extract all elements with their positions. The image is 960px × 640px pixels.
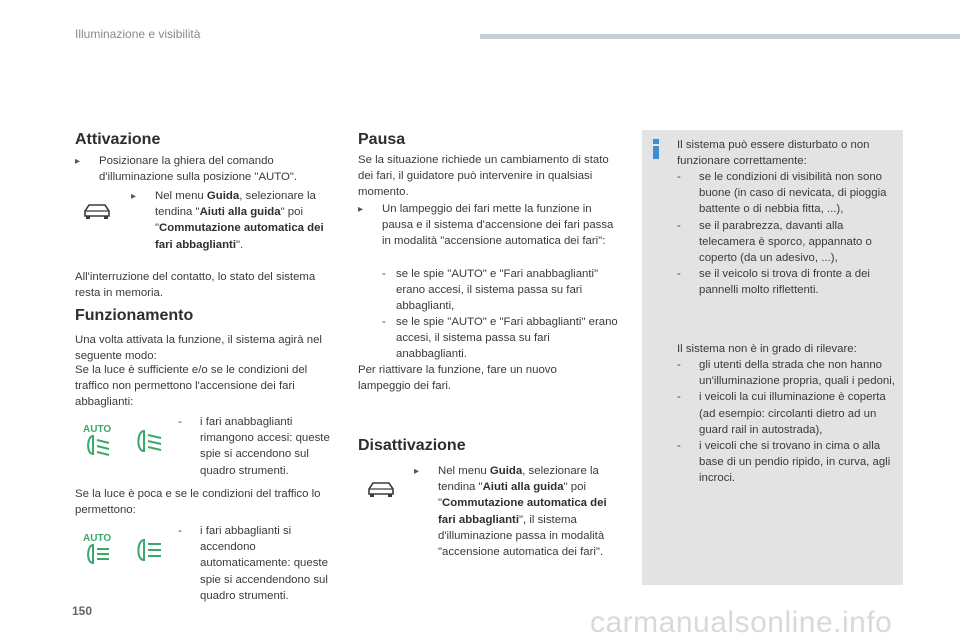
- info-list2-item: - i veicoli che si trovano in cima o alla base di un pendio ripido, in curva, agli incroci.: [677, 440, 891, 485]
- case2-item: - i fari abbaglianti si accendono automaticamente: queste spie si accendendono sul quadro strumenti.: [178, 523, 338, 604]
- high-beam-icon: [132, 537, 166, 563]
- car-menu-icon: [82, 200, 112, 222]
- pausa-sub2-text: se le spie "AUTO" e "Fari abbaglianti" erano accesi, il sistema passa su fari anabbaglianti.: [396, 316, 618, 361]
- arrow-icon: ▸: [75, 156, 81, 167]
- case1-item: - i fari anabbaglianti rimangono accesi: queste spie si accendono sul quadro strumenti.: [178, 414, 338, 479]
- info-list2: [677, 357, 899, 487]
- high-beam-auto-icon: [83, 543, 117, 565]
- watermark: carmanualsonline.info: [590, 606, 893, 639]
- car-menu-icon-2: [366, 478, 396, 500]
- funzionamento-case2: Se la luce è poca e se le condizioni del traffico lo permettono:: [75, 488, 321, 517]
- info-list2-item: - i veicoli la cui illuminazione è coperta (ad esempio: circolanti dietro ad un guard rail in autostrada),: [677, 391, 886, 436]
- case1-item-text: i fari anabbaglianti rimangono accesi: queste spie si accendono sul quadro strumenti.: [200, 416, 330, 477]
- disattivazione-title: Disattivazione: [358, 437, 466, 454]
- info-list1-item: - se il parabrezza, davanti alla telecamera è sporco, appannato o coperto (da un adesivo, ...),: [677, 219, 872, 265]
- info-list2-item: - gli utenti della strada che non hanno un'illuminazione propria, quali i pedoni,: [677, 359, 895, 388]
- attivazione-bullet: [75, 153, 325, 185]
- low-beam-auto-icon: [83, 434, 117, 456]
- pausa-outro: Per riattivare la funzione, fare un nuovo lampeggio dei fari.: [358, 364, 557, 393]
- header-bar: [480, 34, 960, 39]
- case2-item-text: i fari abbaglianti si accendono automaticamente: queste spie si accendendono sul quadro strumenti.: [200, 525, 328, 602]
- arrow-icon: ▸: [358, 204, 364, 215]
- pausa-bullet-text: Un lampeggio dei fari mette la funzione in pausa e il sistema d'accensione dei fari passa in modalità "accensione automatica dei fari":: [382, 203, 614, 248]
- info-list1-item: - se il veicolo si trova di fronte a dei pannelli molto riflettenti.: [677, 268, 870, 297]
- arrow-icon: ▸: [131, 191, 137, 202]
- funzionamento-intro: Una volta attivata la funzione, il sistema agirà nel seguente modo:: [75, 334, 322, 363]
- auto-indicator-label-2: AUTO: [83, 533, 112, 544]
- attivazione-menu: [131, 188, 331, 253]
- attivazione-bullet-text: Posizionare la ghiera del comando d'illuminazione sulla posizione "AUTO".: [99, 155, 298, 184]
- funzionamento-title: Funzionamento: [75, 307, 194, 324]
- info-list1: [677, 169, 899, 299]
- arrow-icon: ▸: [414, 466, 420, 477]
- info-icon: [649, 139, 663, 159]
- pausa-sub1-text: se le spie "AUTO" e "Fari anabbaglianti" erano accesi, il sistema passa su fari abbaglianti,: [396, 268, 599, 313]
- page-number: 150: [72, 604, 93, 618]
- attivazione-menu-text: Nel menu Guida, selezionare la tendina "Aiuti alla guida" poi "Commutazione automatica dei fari abbaglianti".: [155, 190, 324, 251]
- info-list1-item: - se le condizioni di visibilità non sono buone (in caso di nevicata, di pioggia battente o di nebbia fitta, ...),: [677, 171, 887, 216]
- pausa-sub1: - se le spie "AUTO" e "Fari anabbaglianti" erano accesi, il sistema passa su fari abbaglianti,: [382, 266, 622, 315]
- pausa-title: Pausa: [358, 131, 406, 148]
- disattivazione-menu: [414, 463, 624, 560]
- auto-indicator-label: AUTO: [83, 424, 112, 435]
- info-para1: Il sistema può essere disturbato o non funzionare correttamente:: [677, 139, 870, 168]
- info-para2: Il sistema non è in grado di rilevare:: [677, 343, 857, 355]
- attivazione-note: All'interruzione del contatto, lo stato del sistema resta in memoria.: [75, 271, 316, 300]
- low-beam-icon: [132, 428, 166, 454]
- disattivazione-menu-text: Nel menu Guida, selezionare la tendina "Aiuti alla guida" poi "Commutazione automatica dei fari abbaglianti", il sistema d'illuminazione passa in modalità "accensione automatica dei fari".: [438, 465, 607, 559]
- attivazione-title: Attivazione: [75, 131, 161, 148]
- pausa-bullet: [358, 201, 623, 250]
- section-header: Illuminazione e visibilità: [75, 27, 201, 41]
- pausa-intro: Se la situazione richiede un cambiamento di stato dei fari, il guidatore può intervenire in qualsiasi momento.: [358, 154, 609, 199]
- pausa-sub2: - se le spie "AUTO" e "Fari abbaglianti" erano accesi, il sistema passa su fari anabbaglianti.: [382, 314, 622, 363]
- funzionamento-case1: Se la luce è sufficiente e/o se le condizioni del traffico non permettono l'accensione dei fari abbaglianti:: [75, 364, 308, 409]
